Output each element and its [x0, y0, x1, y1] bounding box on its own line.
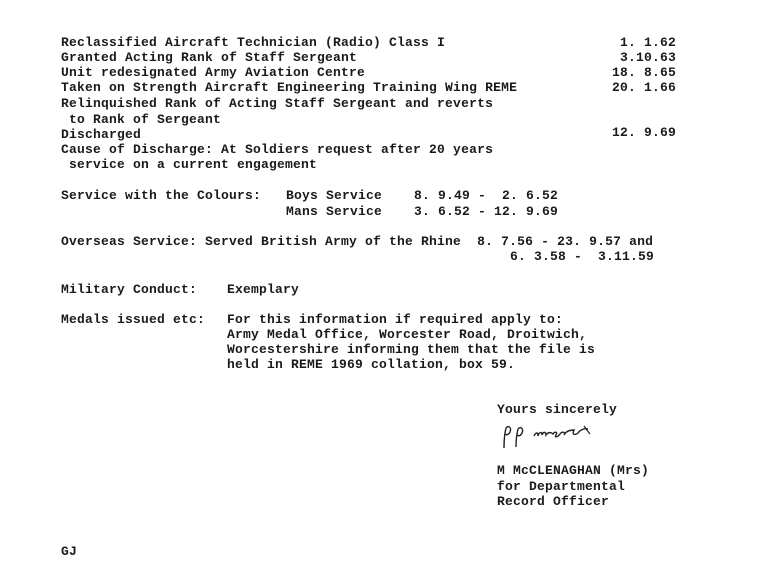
record-entry-date: 20. 1.66	[612, 80, 677, 95]
record-entry-text: Unit redesignated Army Aviation Centre	[61, 65, 366, 80]
boys-service-dates: 8. 9.49 - 2. 6.52	[414, 188, 559, 203]
typist-initials: GJ	[61, 544, 78, 559]
overseas-service: Overseas Service: Served British Army of the Rhine 8. 7.56 - 23. 9.57 and	[61, 234, 654, 249]
colours-label: Service with the Colours:	[61, 188, 262, 203]
record-entry-text: Taken on Strength Aircraft Engineering Training Wing REME	[61, 80, 518, 95]
medals-line: Worcestershire informing them that the file is	[227, 342, 596, 357]
handwritten-signature	[500, 420, 610, 452]
boys-service-label: Boys Service	[286, 188, 383, 203]
cause-of-discharge-cont: service on a current engagement	[61, 157, 318, 172]
record-entry-text: Discharged	[61, 127, 142, 142]
record-entry-text: Relinquished Rank of Acting Staff Sergeant and reverts	[61, 96, 494, 111]
medals-line: Army Medal Office, Worcester Road, Droitwich,	[227, 327, 588, 342]
mans-service-label: Mans Service	[286, 204, 383, 219]
mans-service-dates: 3. 6.52 - 12. 9.69	[414, 204, 559, 219]
record-entry-date: 18. 8.65	[612, 65, 677, 80]
record-entry-date: 12. 9.69	[612, 125, 677, 140]
overseas-service-dates: 6. 3.58 - 3.11.59	[510, 249, 655, 264]
conduct-label: Military Conduct:	[61, 282, 198, 297]
signatory-name: M McCLENAGHAN (Mrs)	[497, 463, 650, 478]
medals-label: Medals issued etc:	[61, 312, 206, 327]
record-entry-text: Granted Acting Rank of Staff Sergeant	[61, 50, 358, 65]
conduct-value: Exemplary	[227, 282, 300, 297]
record-entry-date: 3.10.63	[620, 50, 677, 65]
medals-line: held in REME 1969 collation, box 59.	[227, 357, 516, 372]
record-entry-text: to Rank of Sergeant	[61, 112, 222, 127]
signatory-role: Record Officer	[497, 494, 610, 509]
cause-of-discharge: Cause of Discharge: At Soldiers request after 20 years	[61, 142, 494, 157]
record-entry-text: Reclassified Aircraft Technician (Radio) Class I	[61, 35, 446, 50]
signatory-role: for Departmental	[497, 479, 626, 494]
medals-line: For this information if required apply to:	[227, 312, 564, 327]
record-entry-date: 1. 1.62	[620, 35, 677, 50]
salutation: Yours sincerely	[497, 402, 618, 417]
